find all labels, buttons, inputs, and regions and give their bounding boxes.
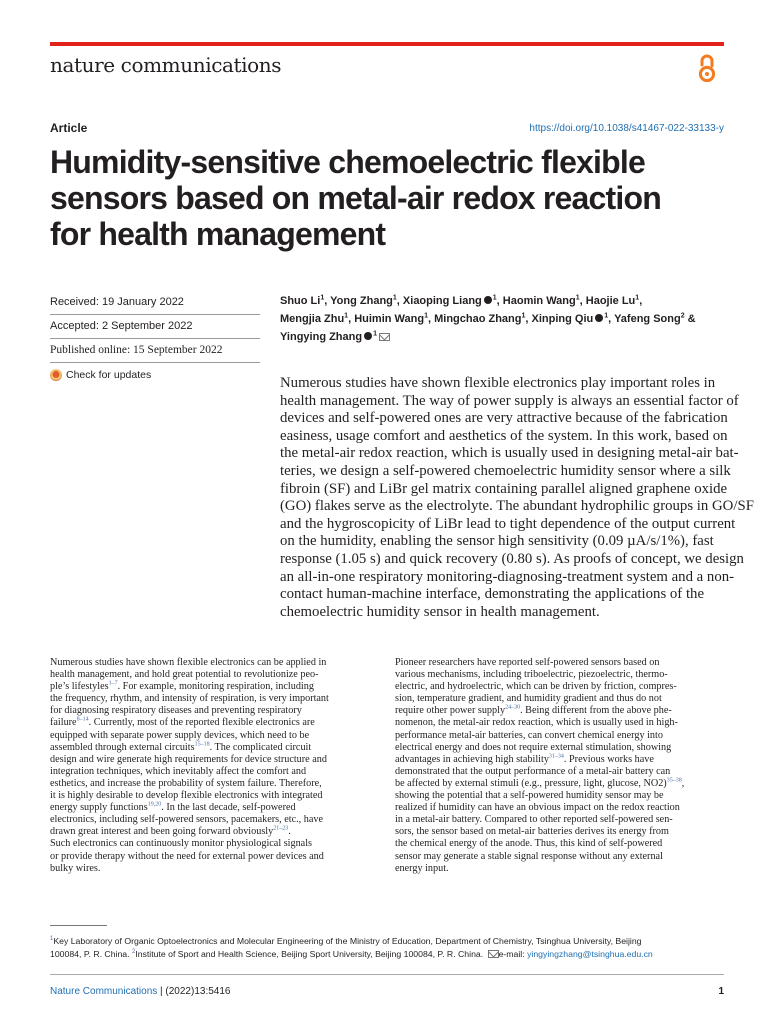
author-name[interactable]: Yafeng Song [614, 313, 681, 325]
body-text-line [50, 802, 382, 814]
abstract-line: teries, we design a self-powered chemoelectric humidity sensor where a silk [280, 462, 731, 479]
body-text: health management, and hold great potential to revolutionize peo- [50, 669, 319, 681]
affiliation-mark: 1 [492, 294, 497, 302]
author-name[interactable]: Haojie Lu [585, 295, 636, 307]
body-text: ple’s lifestyles [50, 681, 109, 693]
citation-reference[interactable]: 31–34 [548, 753, 564, 760]
abstract-line: easiness, usage comfort and aesthetics of the system. In this work, based on [280, 427, 728, 444]
body-text: demonstrated that the output performance of a metal-air battery can [395, 765, 671, 777]
abstract-line: chemoelectric humidity sensor in health management. [280, 603, 600, 620]
body-text: electrical energy and does not require external stimulation, showing [395, 741, 672, 753]
body-column-right [395, 657, 727, 875]
body-text: it is highly desirable to develop flexible electronics with integrated [50, 790, 323, 802]
footnote-text: Institute of Sport and Health Science, Beijing Sport University, Beijing 100084, P. R. China. [135, 949, 486, 959]
footnote-text: Key Laboratory of Organic Optoelectronics and Molecular Engineering of the Ministry of Education, Department of Chemistry, Tsinghua University, Beijing [53, 936, 642, 946]
affiliation-mark: 1 [424, 312, 428, 320]
author-name[interactable]: Xinping Qiu [531, 313, 594, 325]
body-text-line [395, 669, 727, 681]
body-text: performance metal-air batteries, can convert chemical energy into [395, 729, 663, 741]
citation-reference[interactable]: 21–23 [273, 825, 289, 832]
author-list: Shuo Li$^1$, Yong Zhang$^1$, Xiaoping Liang $^1$, Haomin Wang$^1$, Haojie Lu$^1$, Mengjia Zhu$^1$, Huimin Wang$^1$, Mingchao Zhang$^1$, Xinping Qiu $^1$, Yafeng Song$^2$ & Yingying Zhang $^1$ [280, 294, 696, 343]
body-text: . The complicated circuit [209, 741, 312, 753]
citation-reference[interactable]: 19,20 [147, 801, 162, 808]
body-text-line [395, 814, 727, 826]
check-for-updates-button[interactable] [50, 363, 260, 387]
body-text: . In the last decade, self-powered [161, 802, 296, 814]
body-text: energy input. [395, 862, 449, 874]
body-text: sors, the sensor based on metal-air batteries derives its energy from [395, 826, 669, 838]
footer-divider [50, 974, 724, 975]
affiliation-mark: 1 [604, 312, 609, 320]
body-text: Such electronics can continuously monitor physiological signals [50, 838, 312, 850]
body-text-line [395, 705, 727, 717]
accepted-date: Accepted: 2 September 2022 [50, 315, 260, 339]
body-column-left [50, 657, 382, 875]
author-name[interactable]: Haomin Wang [502, 295, 576, 307]
body-text-line [50, 717, 382, 729]
body-text: for diagnosing respiratory diseases and preventing respiratory [50, 705, 302, 717]
body-text: equipped with separate power supply devices, which need to be [50, 729, 310, 741]
orcid-icon[interactable] [595, 314, 603, 322]
abstract-line: the metal-air redox reaction, which is usually used in designing metal-air bat- [280, 445, 739, 462]
body-text: the frequency, rhythm, and intensity of respiration, is very important [50, 693, 329, 705]
abstract-line: an all-in-one respiratory monitoring-diagnosing-treatment system and a non- [280, 568, 735, 585]
body-text: bulky wires. [50, 862, 101, 874]
affiliation-mark: 1 [575, 294, 580, 302]
body-text-line [50, 863, 382, 875]
body-text-line [50, 778, 382, 790]
body-text-line [395, 657, 727, 669]
email-icon[interactable] [379, 333, 390, 341]
body-text-line [395, 790, 727, 802]
author-name[interactable]: Yingying Zhang [280, 331, 363, 343]
affiliation-mark: 2 [680, 312, 685, 320]
journal-name[interactable]: nature communications [50, 53, 282, 77]
publication-dates [50, 291, 260, 387]
body-text-line [50, 730, 382, 742]
footer-citation-text: | (2022)13:5416 [157, 986, 231, 997]
body-text: . [288, 826, 291, 838]
check-for-updates-label: Check for updates [66, 369, 152, 381]
body-text-line [395, 766, 727, 778]
body-text: . Being different from the above phe- [520, 705, 672, 717]
body-text-line [395, 778, 727, 790]
body-text-line [395, 838, 727, 850]
abstract-line: and the hygroscopicity of LiBr lead to tight dependence of the output current [280, 515, 736, 532]
body-text: drawn great interest and been going forward obviously [50, 826, 274, 838]
body-text-line [395, 717, 727, 729]
body-text-line [50, 766, 382, 778]
footer-journal-link[interactable]: Nature Communications [50, 986, 158, 997]
check-for-updates-icon [50, 369, 62, 381]
affiliation-mark: 2 [131, 949, 136, 956]
email-label: e-mail: [498, 949, 528, 959]
body-text: realized if humidity can have an obvious impact on the redox reaction [395, 802, 680, 814]
body-text-line [395, 742, 727, 754]
affiliation-mark: 1 [344, 312, 349, 320]
author-name[interactable]: Shuo Li [280, 295, 321, 307]
abstract-line: fibroin (SF) and LiBr gel matrix containing parallel aligned graphene oxide [280, 480, 728, 497]
body-text: Numerous studies have shown flexible electronics can be applied in [50, 657, 327, 668]
abstract-line: contact human-machine interface, demonstrating the applications of the [280, 586, 705, 603]
author-name[interactable]: Huimin Wang [354, 313, 425, 325]
affiliation-mark: 1 [373, 330, 377, 338]
body-text: electronics, including self-powered sensors, pacemakers, etc., have [50, 814, 323, 826]
body-text: electric, and hydroelectric, which can be driven by friction, compres- [395, 681, 677, 693]
abstract-line: (GO) flakes serve as the electrolyte. The abundant hydrophilic groups in GO/SF [280, 498, 754, 515]
body-text: various mechanisms, including triboelectric, piezoelectric, thermo- [395, 669, 668, 681]
author-name[interactable]: Mengjia Zhu [280, 313, 345, 325]
body-text: , [681, 777, 685, 789]
body-text: or provide therapy without the need for external power devices and [50, 850, 324, 862]
title-line: sensors based on metal-air redox reaction [50, 180, 661, 216]
body-text: esthetics, and increase the probability of system failure. Therefore, [50, 777, 322, 789]
body-text: the chemical energy of the anode. Thus, this kind of self-powered [395, 838, 663, 850]
body-text-line [50, 790, 382, 802]
body-text-line [50, 814, 382, 826]
abstract-line: health management. The way of power supply is always an essential factor of [280, 392, 739, 409]
body-text: showing the potential that a self-powered humidity sensor may be [395, 790, 664, 802]
email-icon [488, 950, 499, 958]
abstract-line: response (1.05 s) and quick recovery (0.80 s). As proofs of concept, we design [280, 550, 744, 567]
orcid-icon[interactable] [364, 332, 372, 340]
body-text-line [50, 657, 382, 669]
body-text-line [395, 802, 727, 814]
body-text: sion, temperature gradient, and humidity gradient and thus do not [395, 693, 662, 705]
body-text-line [395, 863, 727, 875]
title-line: for health management [50, 216, 386, 252]
body-text: integration techniques, which inevitably affect the comfort and [50, 765, 307, 777]
body-text-line [50, 742, 382, 754]
body-text-line [395, 681, 727, 693]
citation-reference[interactable]: 35–38 [666, 777, 682, 784]
body-text: design and wire generate high requirements for device structure and [50, 753, 327, 765]
affiliation-mark: 1 [320, 294, 325, 302]
body-text-line [50, 705, 382, 717]
body-text: Pioneer researchers have reported self-powered sensors based on [395, 657, 660, 668]
author-name[interactable]: Mingchao Zhang [434, 313, 522, 325]
title-line: Humidity-sensitive chemoelectric flexible [50, 144, 645, 180]
page-number: 1 [718, 986, 724, 997]
body-text: . Previous works have [563, 753, 654, 765]
abstract-line: on the humidity, enabling the sensor high sensitivity (0.09 µA/s/1%), fast [280, 533, 714, 550]
body-text: assembled through external circuits [50, 741, 195, 753]
body-text: nomenon, the metal-air redox reaction, which is usually used in high- [395, 717, 678, 729]
body-text-line [50, 826, 382, 838]
body-text-line [395, 826, 727, 838]
affiliation-mark: 1 [521, 312, 526, 320]
author-name[interactable]: Xiaoping Liang [402, 295, 482, 307]
orcid-icon[interactable] [484, 296, 492, 304]
affiliation-mark: 1 [635, 294, 640, 302]
footnote-line [50, 935, 724, 948]
body-text-line [50, 669, 382, 681]
body-text: . For example, monitoring respiration, including [117, 681, 314, 693]
body-text: in a metal-air battery. Compared to other reported self-powered sen- [395, 814, 673, 826]
footer-citation [50, 986, 230, 997]
body-text: . Currently, most of the reported flexible electronics are [88, 717, 315, 729]
body-text: be affected by external stimuli (e.g., pressure, light, glucose, NO2) [395, 777, 667, 789]
abstract-line: Numerous studies have shown flexible electronics play important roles in [280, 375, 716, 391]
body-text-line [50, 693, 382, 705]
citation-reference[interactable]: 15–18 [194, 741, 210, 748]
body-text-line [50, 838, 382, 850]
affiliation-mark: 1 [50, 936, 54, 943]
body-text-line [395, 851, 727, 863]
abstract-line: devices and self-powered ones are very attractive because of the fabrication [280, 410, 728, 427]
body-text-line [50, 851, 382, 863]
abstract [280, 375, 754, 621]
author-name[interactable]: Yong Zhang [330, 295, 393, 307]
citation-reference[interactable]: 1–7 [108, 680, 118, 687]
body-text-line [395, 693, 727, 705]
body-text-line [395, 754, 727, 766]
received-date: Received: 19 January 2022 [50, 291, 260, 315]
open-access-icon[interactable] [696, 54, 718, 84]
body-text: sensor may generate a stable signal response without any external [395, 850, 663, 862]
email-link[interactable]: yingyingzhang@tsinghua.edu.cn [527, 949, 653, 959]
affiliation-mark: 1 [392, 294, 397, 302]
footnote-line [50, 948, 724, 961]
body-text: advantages in achieving high stability [395, 753, 549, 765]
affiliation-footnote [50, 935, 724, 961]
article-type-label: Article [50, 121, 88, 135]
body-text-line [395, 730, 727, 742]
body-text-line [50, 754, 382, 766]
journal-accent-bar [50, 42, 724, 46]
citation-reference[interactable]: 24–30 [505, 704, 521, 711]
body-text: require other power supply [395, 705, 506, 717]
doi-link[interactable]: https://doi.org/10.1038/s41467-022-33133-y [529, 123, 724, 134]
footnote-divider [50, 925, 107, 926]
body-text: energy supply functions [50, 802, 148, 814]
article-title [50, 144, 730, 252]
footnote-text: 100084, P. R. China. [50, 949, 132, 959]
citation-reference[interactable]: 8–14 [76, 717, 89, 724]
published-date: Published online: 15 September 2022 [50, 339, 260, 363]
body-text: failure [50, 717, 77, 729]
body-text-line [50, 681, 382, 693]
